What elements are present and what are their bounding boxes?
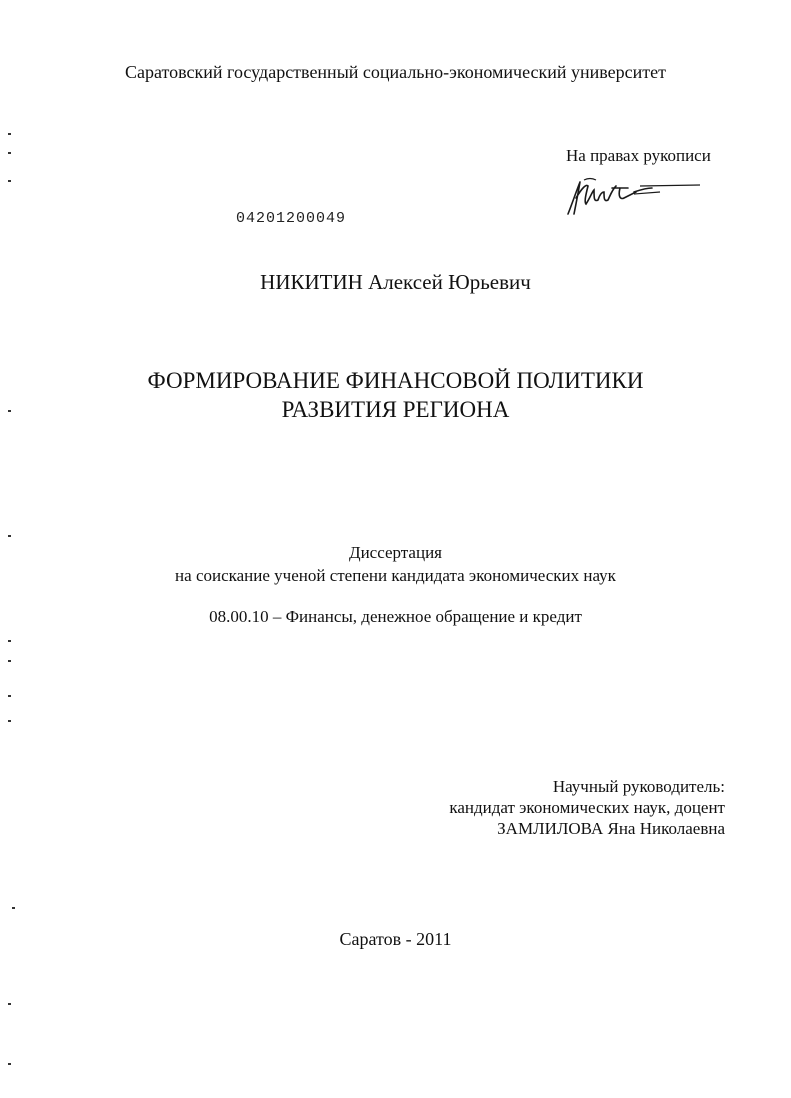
supervisor-degree: кандидат экономических наук, доцент [449,798,725,817]
scan-mark [8,695,11,697]
scan-mark [8,180,11,182]
supervisor-label: Научный руководитель: [552,777,725,796]
scan-mark [8,133,11,135]
scan-mark [8,660,11,662]
scan-mark [8,720,11,722]
dissertation-specialty: 08.00.10 – Финансы, денежное обращение и кредит [209,607,582,626]
city-year: Саратов - 2011 [339,929,452,949]
author-name: НИКИТИН Алексей Юрьевич [260,270,531,294]
scan-mark [8,535,11,537]
dissertation-title [0,366,791,424]
scan-mark [8,1063,11,1065]
dissertation-degree: на соискание ученой степени кандидата экономических наук [175,566,616,585]
scan-mark [8,1003,11,1005]
scan-mark [12,907,15,909]
supervisor-name: ЗАМЛИЛОВА Яна Николаевна [497,819,725,838]
scan-mark [8,410,11,412]
title-line-1: ФОРМИРОВАНИЕ ФИНАНСОВОЙ ПОЛИТИКИ [147,368,644,393]
university-name: Саратовский государственный социально-экономический университет [125,62,666,82]
title-line-2: РАЗВИТИЯ РЕГИОНА [281,397,510,422]
rights-note: На правах рукописи [566,146,711,165]
supervisor-block [449,776,725,839]
dissertation-type: Диссертация [348,543,442,562]
archive-code: 04201200049 [236,210,347,227]
scan-mark [8,640,11,642]
handwritten-signature [562,174,702,220]
scan-mark [8,152,11,154]
